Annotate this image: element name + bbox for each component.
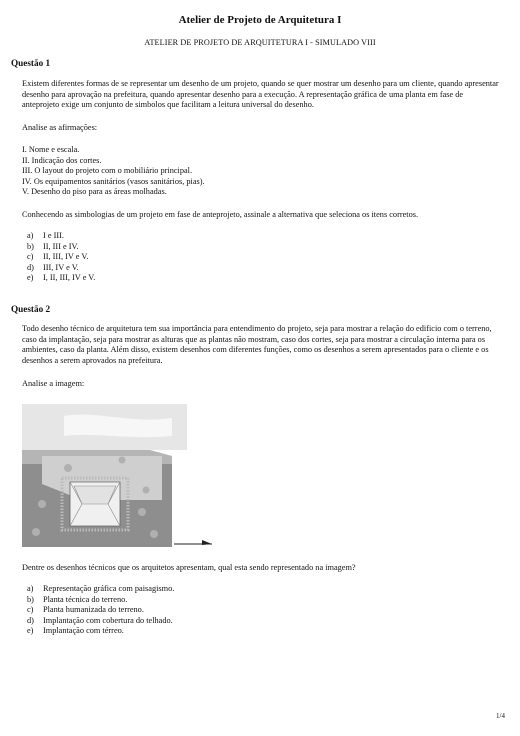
question-2-analise: Analise a imagem: <box>22 379 85 388</box>
question-1-intro: Existem diferentes formas de se representar um desenho de um projeto, quando se quer mostrar um desenho para um cliente, quando apresentar desenho para aprovação na prefeitura, quando apresentar desenho para a execução. A representação gráfica de uma planta em fase de anteprojeto exige um conjunto de simbolos que facilitam a leitura universal do desenho. <box>22 79 499 109</box>
document-title: Atelier de Projeto de Arquitetura I <box>178 14 342 26</box>
question-1-statements <box>22 145 205 198</box>
option-b[interactable] <box>27 595 174 606</box>
option-letter: a) <box>27 231 34 240</box>
statement-item: V. Desenho do piso para as áreas molhadas. <box>22 187 167 196</box>
statement-item: II. Indicação dos cortes. <box>22 155 102 165</box>
site-plan-image <box>22 404 213 547</box>
option-text: II, III e IV. <box>43 241 79 251</box>
question-1-options[interactable] <box>27 231 95 284</box>
option-letter: e) <box>27 273 34 283</box>
option-letter: b) <box>27 594 34 604</box>
statement-item: III. O layout do projeto com o mobiliário principal. <box>22 166 193 175</box>
option-e[interactable] <box>27 626 174 637</box>
option-text: II, III, IV e V. <box>43 252 89 262</box>
option-text: Implantação com térreo. <box>43 626 124 636</box>
option-letter: c) <box>27 605 34 615</box>
option-letter: a) <box>27 584 34 593</box>
option-text: Representação gráfica com paisagismo. <box>43 584 175 593</box>
option-letter: b) <box>27 241 34 251</box>
option-text: Planta humanizada do terreno. <box>43 605 144 615</box>
option-e[interactable] <box>27 273 95 284</box>
question-2-options[interactable] <box>27 584 174 637</box>
question-2-intro: Todo desenho técnico de arquitetura tem sua importância para entendimento do projeto, seja para mostrar a relação do edificio com o terreno, caso da implantação, seja para mostrar as alturas que as plantas não mostram, caso dos cortes, seja para mostrar a circulação interna para os ambientes, caso da planta. Além disso, existem desenhos com diferentes funções, como os desenhos a serem apresentados para o cliente e os desenhos a serem aprovados na prefeitura. <box>22 324 492 365</box>
option-text: Implantação com cobertura do telhado. <box>43 615 173 625</box>
option-d[interactable] <box>27 263 95 274</box>
statement-item: IV. Os equipamentos sanitários (vasos sanitários, pias). <box>22 176 205 186</box>
option-text: III, IV e V. <box>43 262 79 272</box>
page-number: 1/4 <box>496 712 505 720</box>
option-letter: d) <box>27 615 34 625</box>
statement-item: I. Nome e escala. <box>22 145 80 154</box>
question-1-command: Conhecendo as simbologias de um projeto em fase de anteprojeto, assinale a alternativa que seleciona os itens corretos. <box>22 210 419 219</box>
option-letter: d) <box>27 262 34 272</box>
question-1-analise: Analise as afirmações: <box>22 123 98 132</box>
option-text: Planta técnica do terreno. <box>43 594 128 604</box>
option-c[interactable] <box>27 252 95 263</box>
option-text: I e III. <box>43 231 64 240</box>
option-d[interactable] <box>27 616 174 627</box>
option-a[interactable] <box>27 231 95 242</box>
question-2-command: Dentre os desenhos técnicos que os arquitetos apresentam, qual esta sendo representado na imagem? <box>22 563 356 572</box>
option-a[interactable] <box>27 584 174 595</box>
option-b[interactable] <box>27 242 95 253</box>
option-letter: e) <box>27 626 34 636</box>
question-1-heading: Questão 1 <box>11 58 51 68</box>
question-2-heading: Questão 2 <box>11 304 51 314</box>
option-text: I, II, III, IV e V. <box>43 273 96 283</box>
option-letter: c) <box>27 252 34 262</box>
option-c[interactable] <box>27 605 174 616</box>
document-subtitle: ATELIER DE PROJETO DE ARQUITETURA I - SIMULADO VIII <box>144 38 376 47</box>
